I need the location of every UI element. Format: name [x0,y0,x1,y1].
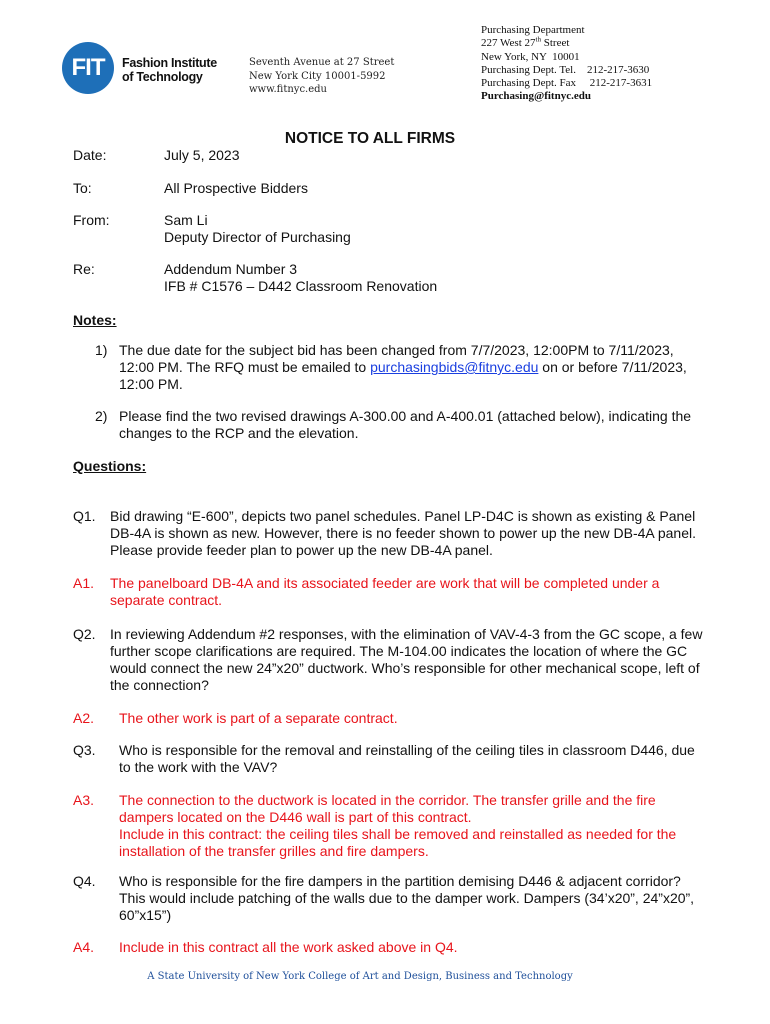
purchasingbids-email-link[interactable]: purchasingbids@fitnyc.edu [370,359,539,375]
q4-text: Who is responsible for the fire dampers in the partition demising D446 & adjacent corridor? This would include patching of the walls due to the damper work. Dampers (34’x20”, 24”x20”, 60”x15”) [119,873,695,923]
address-line2: New York City 10001-5992 [249,70,386,82]
re-line2: IFB # C1576 – D442 Classroom Renovation [164,278,438,294]
a3-text [119,792,689,860]
fit-logo-mark: FIT [62,42,114,94]
from-value [164,212,351,246]
q4-number: Q4. [73,873,96,889]
note-1-text: The due date for the subject bid has been changed from 7/7/2023, 12:00PM to 7/11/2023, 12:00 PM. The RFQ must be emailed to purchasingbids@fitnyc.edu on or before 7/11/2023, 12:00 PM. [119,342,687,392]
notes-heading: Notes: [73,312,117,328]
a2-text: The other work is part of a separate contract. [119,710,398,726]
q3-text: Who is responsible for the removal and reinstalling of the ceiling tiles in classroom D446, due to the work with the VAV? [119,742,695,775]
institution-name-line1: Fashion Institute [122,56,217,70]
re-value [164,261,437,295]
q2-number: Q2. [73,626,96,642]
a4-number: A4. [73,939,95,955]
address-line3: www.fitnyc.edu [249,84,327,95]
q3-number: Q3. [73,742,96,758]
a3-text-part1: The connection to the ductwork is located in the corridor. The transfer grille and the fire dampers located on the D446 wall is part of this contract. [119,792,656,825]
a1-number: A1. [73,575,95,591]
to-label: To: [73,180,92,196]
date-label: Date: [73,147,107,163]
from-title: Deputy Director of Purchasing [164,229,351,245]
questions-heading: Questions: [73,458,147,474]
q1-text: Bid drawing “E-600”, depicts two panel schedules. Panel LP-D4C is shown as existing & Panel DB-4A is shown as new. However, there is no feeder shown to power up the new DB-4A panel. Please provide feeder plan to power up the new DB-4A panel. [110,508,696,558]
a3-text-part2: Include in this contract: the ceiling tiles shall be removed and reinstalled as needed for the installation of the transfer grilles and fire dampers. [119,826,677,859]
from-name: Sam Li [164,212,208,228]
purchasing-dept: Purchasing Department [481,24,585,36]
a2-number: A2. [73,710,95,726]
re-label: Re: [73,261,95,277]
purchasing-email[interactable]: Purchasing@fitnyc.edu [481,90,591,103]
from-label: From: [73,212,110,228]
purchasing-tel: Purchasing Dept. Tel. 212-217-3630 [481,63,650,76]
re-line1: Addendum Number 3 [164,261,298,277]
q2-text: In reviewing Addendum #2 responses, with the elimination of VAV-4-3 from the GC scope, a few further scope clarifications are required. The M-104.00 indicates the location of where the GC would connect the new 24”x20” ductwork. Who’s responsible for other mechanical scope, left of the connection? [110,626,703,693]
institution-name [122,56,217,84]
a1-text: The panelboard DB-4A and its associated feeder are work that will be completed under a separate contract. [110,575,660,608]
date-value: July 5, 2023 [164,147,240,163]
purchasing-fax: Purchasing Dept. Fax 212-217-3631 [481,77,653,90]
page-title: NOTICE TO ALL FIRMS [284,130,456,147]
a3-number: A3. [73,792,95,808]
purchasing-contact-block [481,24,652,104]
note-2-text: Please find the two revised drawings A-300.00 and A-400.01 (attached below), indicating the changes to the RCP and the elevation. [119,408,692,441]
address-line1: Seventh Avenue at 27 Street [249,57,395,68]
note-2-number: 2) [95,408,108,424]
footer-tagline: A State University of New York College of Art and Design, Business and Technology [147,971,573,982]
purchasing-street: 227 West 27th Street [481,35,570,50]
q1-number: Q1. [73,508,96,524]
institution-name-line2: of Technology [122,70,203,84]
purchasing-city: New York, NY 10001 [481,50,580,63]
to-value: All Prospective Bidders [164,180,308,196]
note-1-number: 1) [95,342,108,358]
college-address [249,56,394,97]
a4-text: Include in this contract all the work asked above in Q4. [119,939,458,955]
